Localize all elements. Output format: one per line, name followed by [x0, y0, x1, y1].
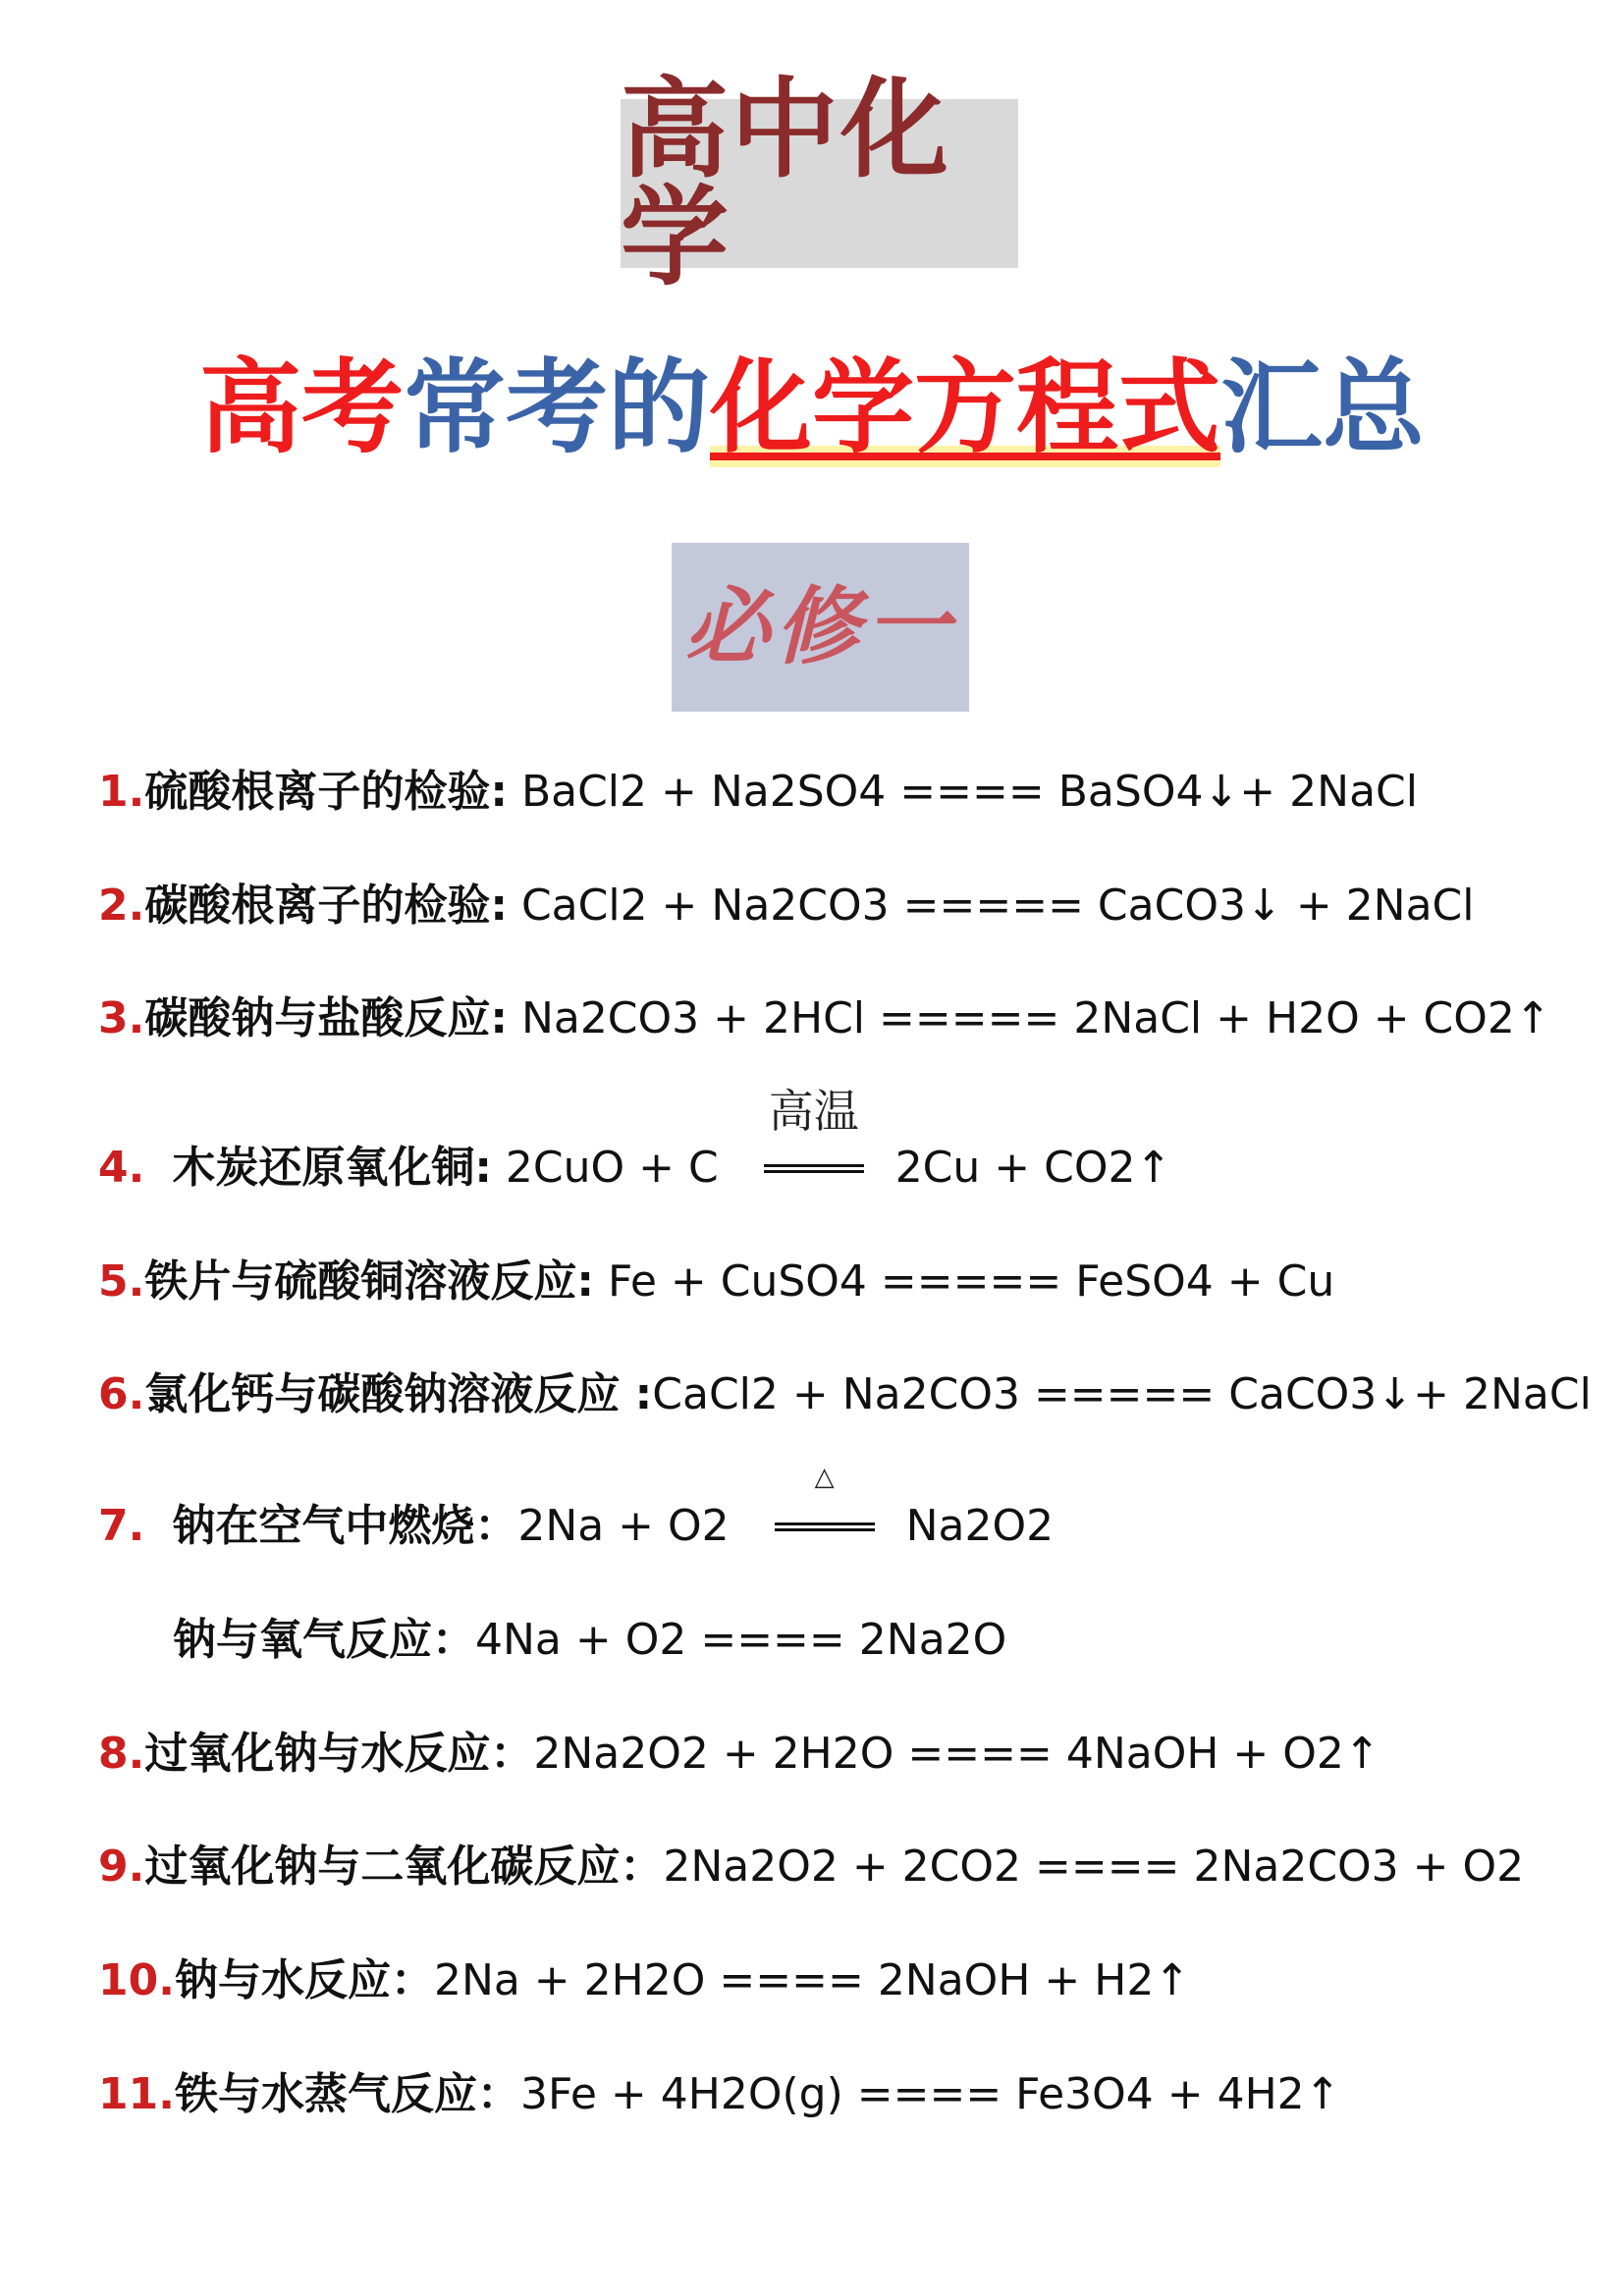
equation-item-4: [98, 1085, 1172, 1198]
item-separator: .: [128, 1501, 145, 1551]
item-separator: .: [128, 993, 145, 1043]
item-equation: CaCl2 + Na2CO3 ===== CaCO3↓+ 2NaCl: [652, 1369, 1592, 1419]
item-number: 4: [98, 1143, 129, 1193]
subtitle-part-2: 常考的: [403, 347, 710, 467]
subtitle-part-1: 高考: [198, 347, 404, 467]
item-label: 木炭还原氧化铜:: [172, 1143, 492, 1193]
item-label: 钠与水反应：: [174, 1955, 434, 2005]
equation-item-7b: [173, 1611, 1006, 1670]
equation-item-10: [98, 1951, 1190, 2010]
item-equation-right: 2Cu + CO2↑: [894, 1143, 1172, 1193]
title-box: [621, 67, 1018, 300]
item-number: 11: [98, 2069, 159, 2119]
item-number: 8: [98, 1729, 129, 1779]
item-equation: Na2CO3 + 2HCl ===== 2NaCl + H2O + CO2↑: [507, 993, 1551, 1043]
item-label: 硫酸根离子的检验:: [144, 767, 508, 817]
section-title: 必修一: [684, 577, 956, 676]
section-box: [672, 543, 969, 712]
item-equation: Fe + CuSO4 ===== FeSO4 + Cu: [593, 1256, 1335, 1307]
equation-item-9: [98, 1838, 1524, 1896]
item-equation: 3Fe + 4H2O(g) ==== Fe3O4 + 4H2↑: [519, 2069, 1341, 2119]
item-separator: .: [128, 1842, 145, 1892]
item-number: 3: [98, 993, 129, 1043]
equation-item-1: [98, 763, 1418, 822]
item-equation-right: Na2O2: [905, 1501, 1055, 1551]
item-number: 2: [98, 881, 129, 931]
item-number: 6: [98, 1369, 129, 1419]
item-equation: 4Na + O2 ==== 2Na2O: [475, 1615, 1007, 1665]
item-number: 7: [98, 1501, 129, 1551]
page-title: 高中化学: [621, 67, 950, 300]
item-equation: CaCl2 + Na2CO3 ===== CaCO3↓ + 2NaCl: [507, 881, 1475, 931]
equation-item-6: [98, 1365, 1592, 1424]
item-number: 1: [98, 767, 129, 817]
item-number: 9: [98, 1842, 129, 1892]
item-separator: .: [128, 881, 145, 931]
item-label: 碳酸钠与盐酸反应:: [144, 993, 508, 1043]
item-label: 铁与水蒸气反应：: [174, 2069, 520, 2119]
item-equation-left: 2CuO + C: [491, 1143, 719, 1193]
reaction-condition: [771, 1463, 879, 1556]
item-separator: .: [128, 1256, 145, 1307]
item-separator: .: [158, 2069, 175, 2119]
double-line-icon: [764, 1164, 864, 1173]
item-separator: .: [158, 1955, 175, 2005]
item-number: 10: [98, 1955, 159, 2005]
item-equation-left: 2Na + O2: [517, 1501, 730, 1551]
item-number: 5: [98, 1256, 129, 1307]
item-separator: .: [128, 1729, 145, 1779]
subtitle-part-3: 化学方程式: [710, 347, 1221, 467]
item-equation: BaCl2 + Na2SO4 ==== BaSO4↓+ 2NaCl: [507, 767, 1418, 817]
condition-label: 高温: [768, 1085, 859, 1138]
item-label: 钠在空气中燃烧：: [172, 1501, 518, 1551]
item-label: 铁片与硫酸铜溶液反应:: [144, 1256, 594, 1307]
item-separator: .: [128, 1369, 145, 1419]
double-line-icon: [775, 1522, 875, 1531]
reaction-condition: [760, 1085, 868, 1198]
item-equation: 2Na + 2H2O ==== 2NaOH + H2↑: [433, 1955, 1191, 2005]
equation-item-8: [98, 1725, 1380, 1784]
item-label: 过氧化钠与二氧化碳反应：: [144, 1842, 664, 1892]
equation-item-5: [98, 1253, 1334, 1311]
equation-item-3: [98, 989, 1551, 1048]
item-label: 氯化钙与碳酸钠溶液反应 :: [144, 1369, 653, 1419]
item-label: 钠与氧气反应：: [173, 1615, 475, 1665]
heat-triangle-icon: △: [814, 1463, 835, 1492]
item-equation: 2Na2O2 + 2CO2 ==== 2Na2CO3 + O2: [663, 1842, 1525, 1892]
subtitle-part-4: 汇总: [1220, 347, 1426, 467]
item-equation: 2Na2O2 + 2H2O ==== 4NaOH + O2↑: [533, 1729, 1380, 1779]
item-label: 过氧化钠与水反应：: [144, 1729, 534, 1779]
item-label: 碳酸根离子的检验:: [144, 881, 508, 931]
equation-item-11: [98, 2065, 1341, 2124]
equation-item-2: [98, 877, 1475, 935]
equation-item-7: [98, 1463, 1055, 1556]
item-separator: .: [128, 1143, 145, 1193]
subtitle: [0, 334, 1624, 481]
item-separator: .: [128, 767, 145, 817]
